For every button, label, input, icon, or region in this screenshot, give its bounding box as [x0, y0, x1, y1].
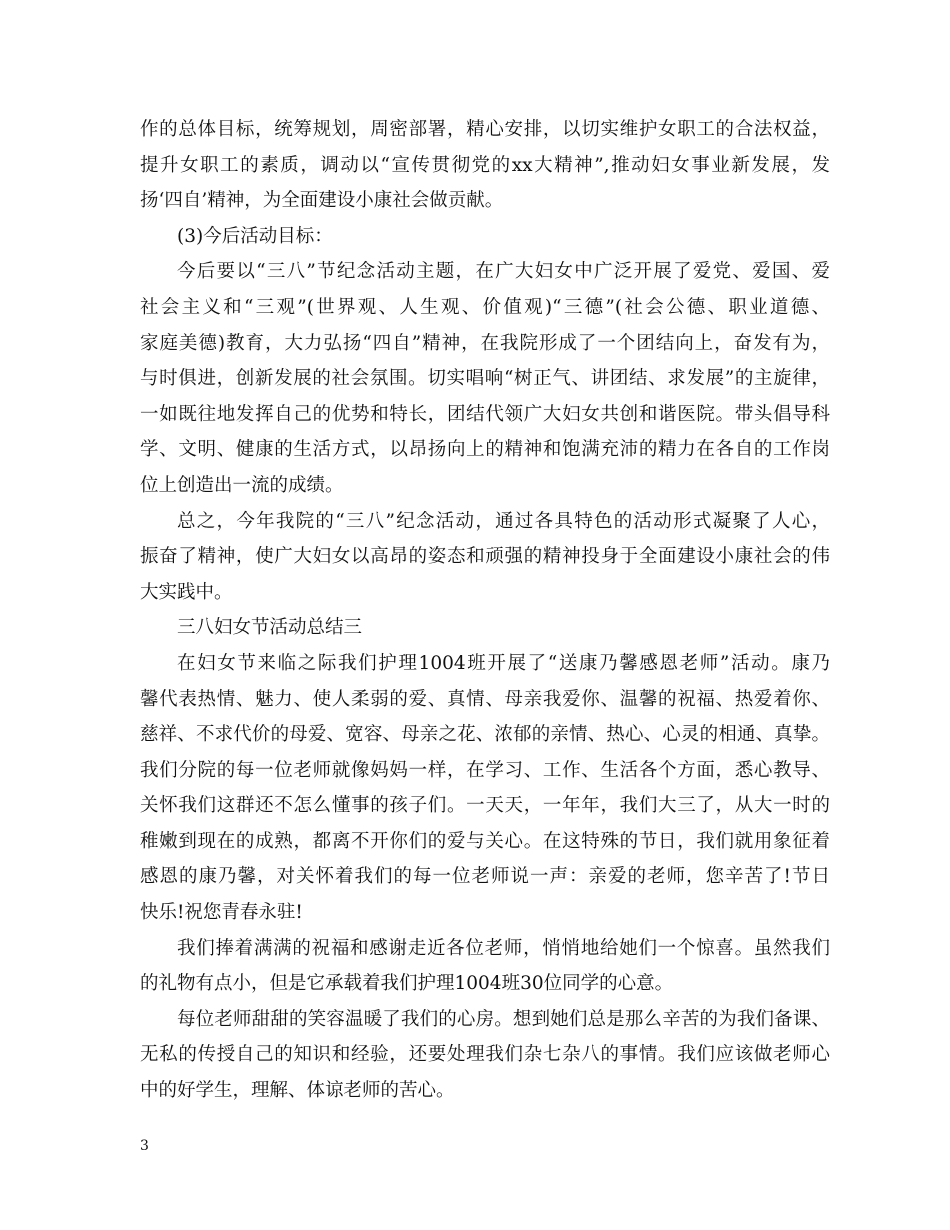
text-line: 感恩的康乃馨，对关怀着我们的每一位老师说一声：亲爱的老师，您辛苦了!节日 [140, 866, 830, 888]
text-line: 作的总体目标，统筹规划，周密部署，精心安排，以切实维护女职工的合法权益， [140, 119, 830, 140]
text-line: 中的好学生，理解、体谅老师的苦心。 [140, 1080, 455, 1102]
text-line: 学、文明、健康的生活方式，以昂扬向上的精神和饱满充沛的精力在各自的工作岗 [140, 439, 830, 461]
text-line: 馨代表热情、魅力、使人柔弱的爱、真情、母亲我爱你、温馨的祝福、热爱着你、 [140, 688, 830, 710]
text-line: 大实践中。 [140, 581, 233, 603]
text-line: 的礼物有点小，但是它承载着我们护理1004班30位同学的心意。 [140, 973, 674, 995]
text-line: (3)今后活动目标： [177, 225, 333, 247]
text-line: 社会主义和“三观”(世界观、人生观、价值观)“三德”(社会公德、职业道德、 [140, 296, 830, 318]
text-line: 扬‘四自’精神，为全面建设小康社会做贡献。 [140, 190, 504, 212]
text-line: 我们分院的每一位老师就像妈妈一样，在学习、工作、生活各个方面，悉心教导、 [140, 759, 830, 781]
page-number: 3 [140, 1138, 149, 1154]
text-line: 位上创造出一流的成绩。 [140, 474, 344, 496]
text-line: 稚嫩到现在的成熟，都离不开你们的爱与关心。在这特殊的节日，我们就用象征着 [140, 830, 830, 852]
text-line: 今后要以“三八”节纪念活动主题，在广大妇女中广泛开展了爱党、爱国、爱 [177, 261, 830, 283]
text-line: 一如既往地发挥自己的优势和特长，团结代领广大妇女共创和谐医院。带头倡导科 [140, 403, 830, 425]
text-line: 振奋了精神，使广大妇女以高昂的姿态和顽强的精神投身于全面建设小康社会的伟 [140, 546, 830, 568]
text-line: 三八妇女节活动总结三 [177, 617, 363, 639]
text-line: 家庭美德)教育，大力弘扬“四自”精神，在我院形成了一个团结向上，奋发有为， [140, 332, 830, 354]
text-line: 与时俱进，创新发展的社会氛围。切实唱响“树正气、讲团结、求发展”的主旋律， [140, 368, 830, 390]
text-line: 我们捧着满满的祝福和感谢走近各位老师，悄悄地给她们一个惊喜。虽然我们 [177, 937, 830, 959]
text-line: 关怀我们这群还不怎么懂事的孩子们。一天天，一年年，我们大三了，从大一时的 [140, 795, 830, 817]
text-line: 每位老师甜甜的笑容温暖了我们的心房。想到她们总是那么辛苦的为我们备课、 [177, 1008, 830, 1030]
body-text [140, 112, 830, 1109]
text-line: 无私的传授自己的知识和经验，还要处理我们杂七杂八的事情。我们应该做老师心 [140, 1044, 830, 1066]
text-line: 在妇女节来临之际我们护理1004班开展了“送康乃馨感恩老师”活动。康乃 [177, 652, 830, 674]
text-line: 总之，今年我院的“三八”纪念活动，通过各具特色的活动形式凝聚了人心， [177, 510, 830, 532]
text-line: 慈祥、不求代价的母爱、宽容、母亲之花、浓郁的亲情、热心、心灵的相通、真挚。 [140, 724, 830, 746]
text-line: 提升女职工的素质，调动以“宣传贯彻党的xx大精神”,推动妇女事业新发展，发 [140, 154, 830, 176]
text-line: 快乐!祝您青春永驻! [140, 902, 303, 924]
